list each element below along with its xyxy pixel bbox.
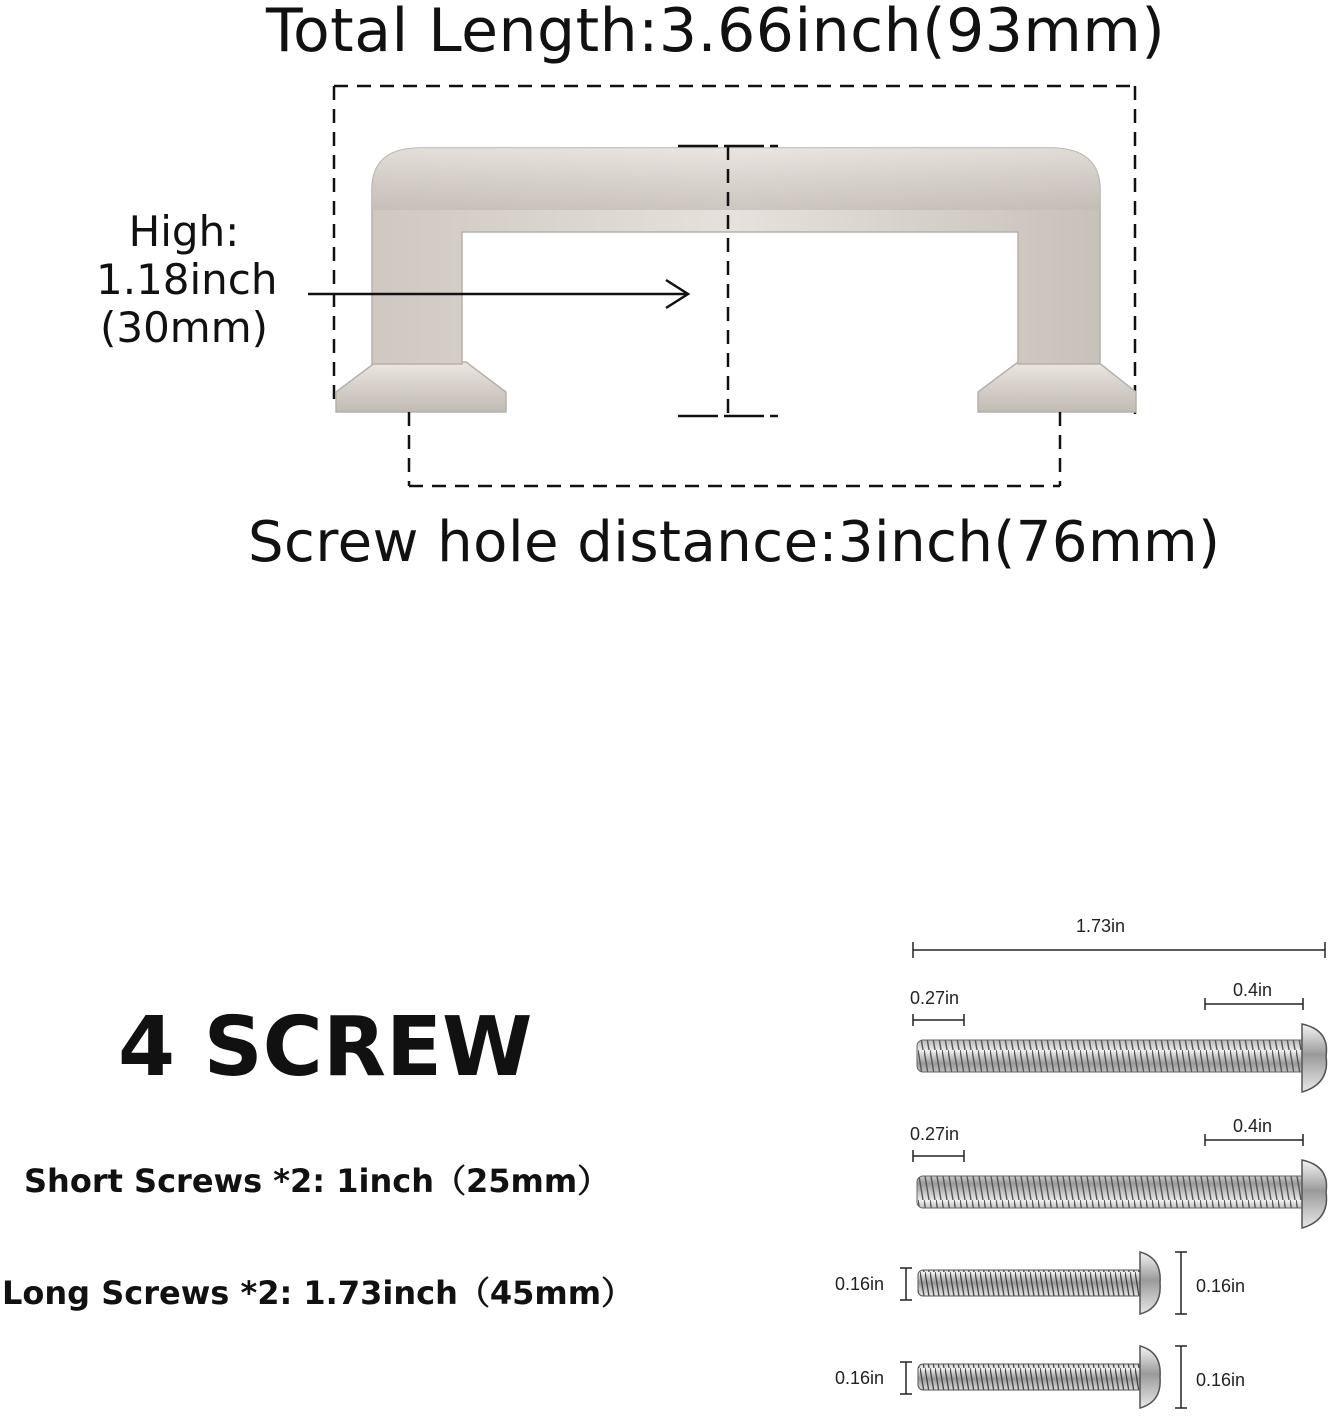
height-label-line-2: 1.18inch	[96, 255, 278, 304]
long-screws-spec: Long Screws *2: 1.73inch（45mm）	[2, 1274, 634, 1312]
long-screw-2-tip-label: 0.27in	[910, 1124, 960, 1144]
short-screw-2-left-dia-label: 0.16in	[835, 1368, 885, 1388]
short-screw-2-right-dia-label: 0.16in	[1196, 1370, 1246, 1390]
screw-count-title: 4 SCREW	[118, 1000, 533, 1095]
height-label	[96, 207, 278, 352]
short-screw-1-left-dia-label: 0.16in	[835, 1274, 885, 1294]
overall-length-label: 1.73in	[1076, 916, 1126, 936]
short-screws-spec: Short Screws *2: 1inch（25mm）	[24, 1162, 610, 1200]
short-screw-1	[900, 1252, 1187, 1314]
long-screw-1-head-label: 0.4in	[1233, 980, 1273, 1000]
long-screw-2	[913, 1134, 1327, 1228]
screw-hole-distance-label: Screw hole distance:3inch(76mm)	[248, 510, 1221, 575]
screw-hole-dashed-box	[409, 412, 1060, 486]
long-screw-2-head-label: 0.4in	[1233, 1116, 1273, 1136]
total-length-label: Total Length:3.66inch(93mm)	[266, 0, 1166, 66]
short-screw-1-right-dia-label: 0.16in	[1196, 1276, 1246, 1296]
long-screw-1	[913, 998, 1327, 1092]
short-screw-2	[900, 1346, 1187, 1408]
long-screw-1-tip-label: 0.27in	[910, 988, 960, 1008]
cabinet-handle	[336, 148, 1136, 412]
height-label-line-3: (30mm)	[99, 303, 269, 352]
overall-length-dimension	[913, 942, 1325, 958]
height-label-line-1: High:	[128, 207, 240, 256]
